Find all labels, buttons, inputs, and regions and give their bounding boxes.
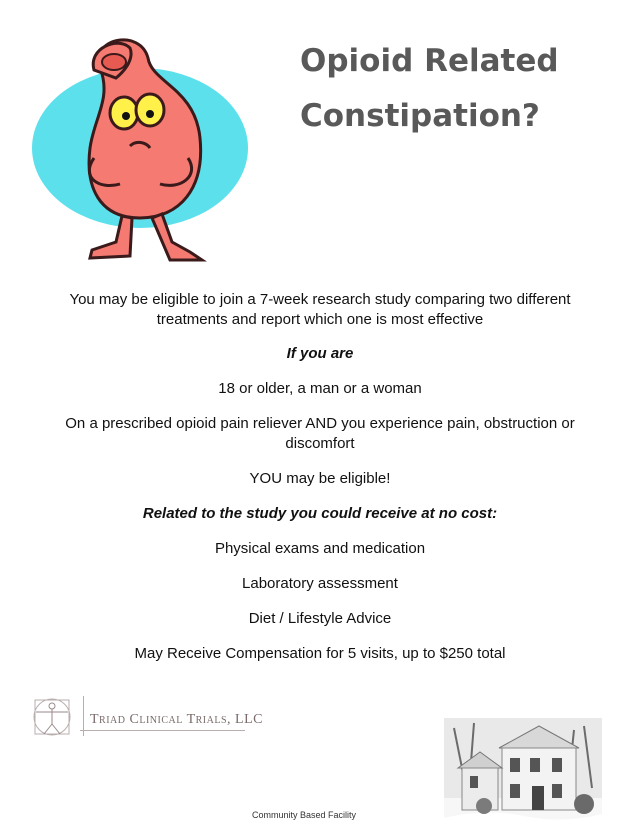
benefit-item: Laboratory assessment xyxy=(242,575,398,592)
vitruvian-man-logo-icon xyxy=(30,694,80,740)
criteria-item: YOU may be eligible! xyxy=(249,470,391,487)
intro-text: You may be eligible to join a 7-week research study comparing two different treatments and report which one is most effective xyxy=(69,291,571,328)
stomach-cartoon-image xyxy=(30,28,252,273)
title-line-1: Opioid Related xyxy=(300,43,559,79)
title-line-2: Constipation? xyxy=(300,98,540,134)
logo-underline xyxy=(80,730,245,731)
benefits-heading: Related to the study you could receive at no cost: xyxy=(142,505,498,522)
page-title xyxy=(300,34,620,144)
flyer-body xyxy=(40,290,600,664)
company-logo-text: Triad Clinical Trials, LLC xyxy=(90,712,263,727)
benefit-item: May Receive Compensation for 5 visits, up to $250 total xyxy=(134,645,506,662)
criteria-item: On a prescribed opioid pain reliever AND you experience pain, obstruction or discomfort xyxy=(65,415,575,452)
if-you-are-heading: If you are xyxy=(286,345,354,362)
benefit-item: Diet / Lifestyle Advice xyxy=(248,610,392,627)
facility-label: Community Based Facility xyxy=(252,810,357,820)
facility-house-photo xyxy=(444,718,602,828)
benefit-item: Physical exams and medication xyxy=(214,540,426,557)
criteria-item: 18 or older, a man or a woman xyxy=(218,380,422,397)
